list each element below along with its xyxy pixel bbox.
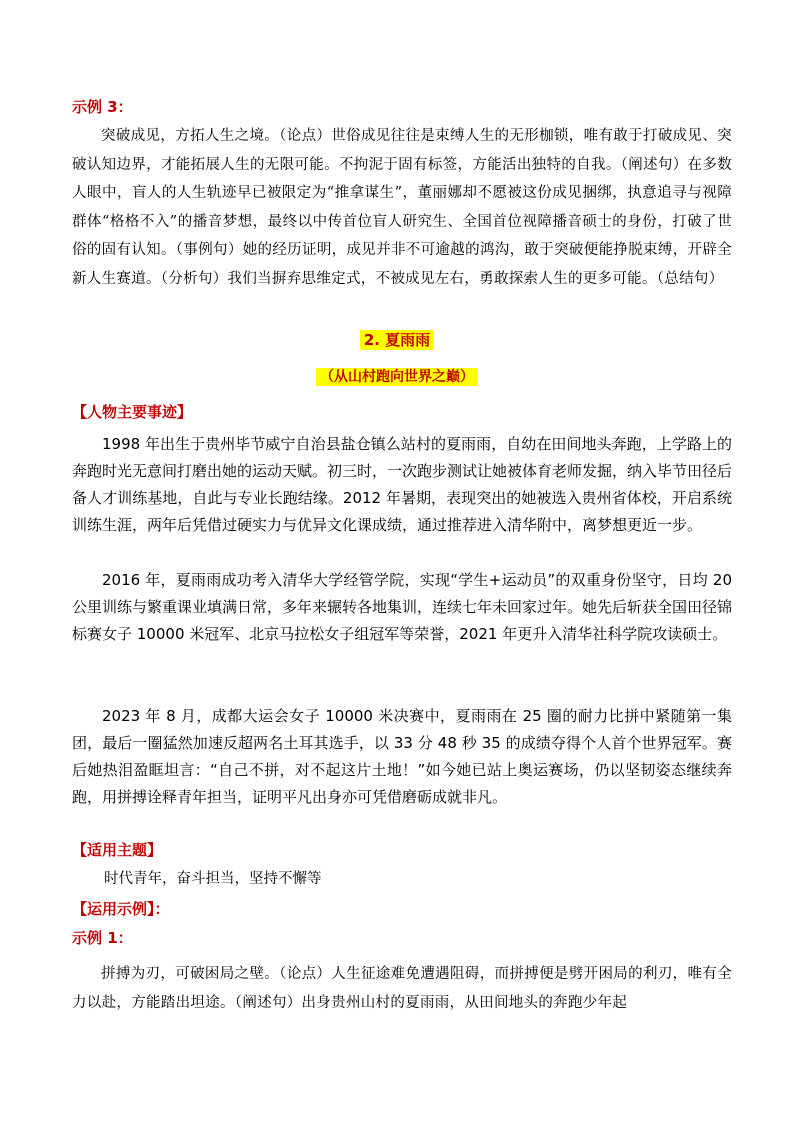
themes-label: 【适用主题】 bbox=[72, 841, 163, 859]
example3-paragraph: 突破成见，方拓人生之境。（论点）世俗成见往往是束缚人生的无形枷锁，唯有敢于打破成见、突破认知边界，才能拓展人生的无限可能。不拘泥于固有标签，方能活出独特的自我。（阐述句）在多数人眼中，盲人的人生轨迹早已被限定为“推拿谋生”，董丽娜却不愿被这份成见捆绑，执意追寻与视障群体“格格不入”的播音梦想，最终以中传首位盲人研究生、全国首位视障播音硕士的身份，打破了世俗的固有认知。（事例句）她的经历证明，成见并非不可逾越的鸿沟，敢于突破便能挣脱束缚，开辟全新人生赛道。（分析句）我们当摒弃思维定式，不被成见左右，勇敢探索人生的更多可能。（总结句） bbox=[72, 128, 732, 287]
section-subtitle: （从山村跑向世界之巅） bbox=[316, 368, 478, 386]
deeds-paragraph-2: 2016 年，夏雨雨成功考入清华大学经管学院，实现“学生+运动员”的双重身份坚守，日均 20 公里训练与繁重课业填满日常，多年来辗转各地集训，连续七年未回家过年。她先后斩获全国田径锦标赛女子 10000 米冠军、北京马拉松女子组冠军等荣誉，2021 年更升入清华社科学院攻读硕士。 bbox=[72, 571, 733, 643]
deeds-paragraph-1: 1998 年出生于贵州毕节威宁自治县盐仓镇么站村的夏雨雨，自幼在田间地头奔跑，上学路上的奔跑时光无意间打磨出她的运动天赋。初三时，一次跑步测试让她被体育老师发掘，纳入毕节田径后备人才训练基地，自此与专业长跑结缘。2012 年暑期，表现突出的她被选入贵州省体校，开启系统训练生涯，两年后凭借过硬实力与优异文化课成绩，通过推荐进入清华附中，离梦想更近一步。 bbox=[72, 435, 733, 534]
section-subtitle-wrap bbox=[0, 366, 794, 387]
deeds-paragraph-3: 2023 年 8 月，成都大运会女子 10000 米决赛中，夏雨雨在 25 圈的耐力比拼中紧随第一集团，最后一圈猛然加速反超两名土耳其选手，以 33 分 48 秒 35 的成绩夺得个人首个世界冠军。赛后她热泪盈眶坦言：“自己不拼，对不起这片土地！”如今她已站上奥运赛场，仍以坚韧姿态继续奔跑，用拼搏诠释青年担当，证明平凡出身亦可凭借磨砺成就非凡。 bbox=[72, 707, 732, 806]
section-title: 2. 夏雨雨 bbox=[360, 330, 434, 350]
deeds-label: 【人物主要事迹】 bbox=[72, 403, 193, 421]
example3-label: 示例 3： bbox=[72, 98, 133, 116]
usage-example1-label: 示例 1： bbox=[72, 929, 133, 947]
usage-example1-paragraph: 拼搏为刃，可破困局之壁。（论点）人生征途难免遭遇阻碍，而拼搏便是劈开困局的利刃，唯有全力以赴，方能踏出坦途。（阐述句）出身贵州山村的夏雨雨，从田间地头的奔跑少年起 bbox=[72, 966, 732, 1011]
section-title-wrap bbox=[0, 330, 794, 350]
themes-text: 时代青年，奋斗担当，坚持不懈等 bbox=[104, 871, 322, 887]
usage-label: 【运用示例】： bbox=[72, 900, 170, 918]
